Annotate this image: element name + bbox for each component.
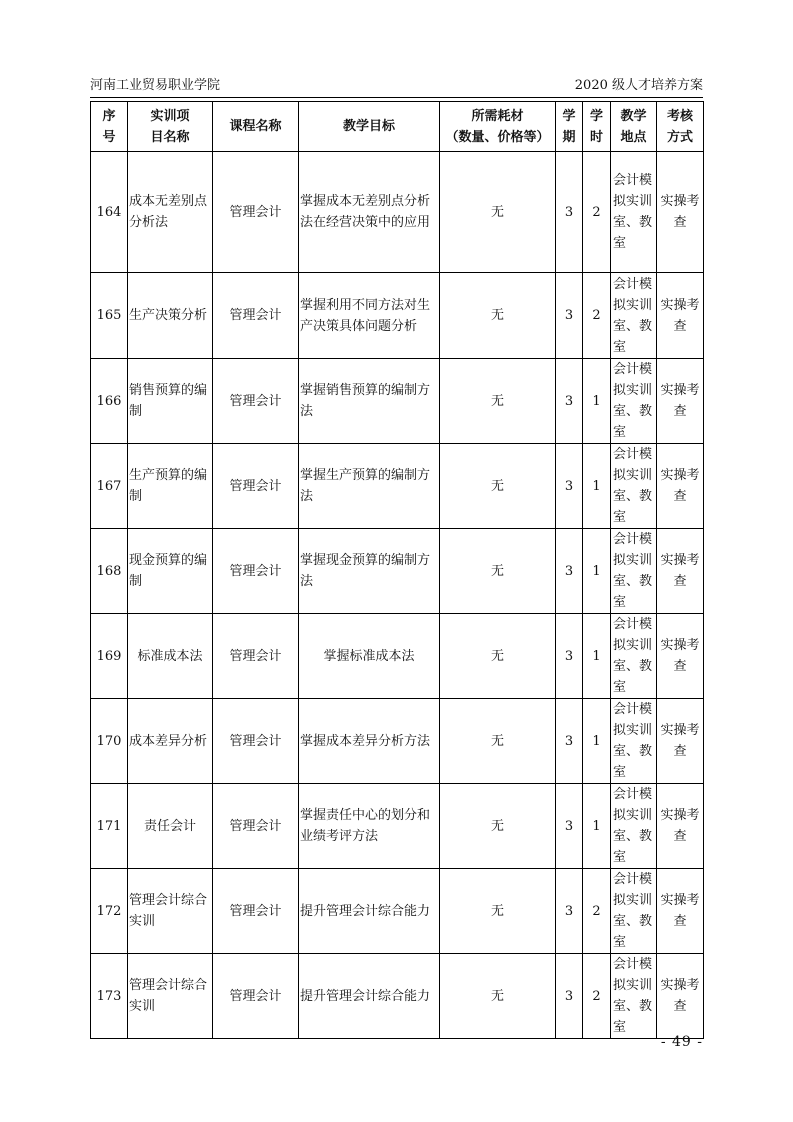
cell-location: 会计模拟实训室、教室 bbox=[611, 869, 657, 954]
cell-project: 销售预算的编制 bbox=[128, 359, 213, 444]
cell-course: 管理会计 bbox=[213, 954, 299, 1039]
cell-number: 166 bbox=[91, 359, 128, 444]
cell-number: 168 bbox=[91, 529, 128, 614]
cell-course: 管理会计 bbox=[213, 444, 299, 529]
cell-materials: 无 bbox=[440, 614, 556, 699]
cell-hours: 1 bbox=[583, 529, 611, 614]
cell-number: 173 bbox=[91, 954, 128, 1039]
cell-location: 会计模拟实训室、教室 bbox=[611, 614, 657, 699]
cell-project: 成本无差别点分析法 bbox=[128, 152, 213, 273]
table-row bbox=[91, 954, 704, 1039]
cell-exam: 实操考查 bbox=[657, 444, 704, 529]
table-row bbox=[91, 359, 704, 444]
cell-project: 管理会计综合实训 bbox=[128, 869, 213, 954]
cell-goal: 掌握标准成本法 bbox=[299, 614, 440, 699]
cell-hours: 1 bbox=[583, 359, 611, 444]
cell-location: 会计模拟实训室、教室 bbox=[611, 152, 657, 273]
col-header-number: 序 号 bbox=[91, 102, 128, 152]
table-row bbox=[91, 444, 704, 529]
cell-number: 167 bbox=[91, 444, 128, 529]
cell-course: 管理会计 bbox=[213, 699, 299, 784]
cell-number: 164 bbox=[91, 152, 128, 273]
col-header-hours: 学 时 bbox=[583, 102, 611, 152]
cell-number: 170 bbox=[91, 699, 128, 784]
header-institution: 河南工业贸易职业学院 bbox=[90, 78, 221, 93]
cell-exam: 实操考查 bbox=[657, 152, 704, 273]
cell-project: 成本差异分析 bbox=[128, 699, 213, 784]
cell-project: 责任会计 bbox=[128, 784, 213, 869]
cell-project: 现金预算的编制 bbox=[128, 529, 213, 614]
cell-number: 165 bbox=[91, 273, 128, 359]
cell-materials: 无 bbox=[440, 784, 556, 869]
cell-number: 169 bbox=[91, 614, 128, 699]
cell-location: 会计模拟实训室、教室 bbox=[611, 359, 657, 444]
cell-goal: 掌握责任中心的划分和业绩考评方法 bbox=[299, 784, 440, 869]
cell-exam: 实操考查 bbox=[657, 784, 704, 869]
col-header-exam: 考核 方式 bbox=[657, 102, 704, 152]
cell-materials: 无 bbox=[440, 529, 556, 614]
cell-location: 会计模拟实训室、教室 bbox=[611, 699, 657, 784]
cell-course: 管理会计 bbox=[213, 869, 299, 954]
page-header bbox=[90, 76, 703, 96]
table-row bbox=[91, 529, 704, 614]
cell-project: 生产决策分析 bbox=[128, 273, 213, 359]
page-number: - 49 - bbox=[660, 1034, 703, 1050]
cell-goal: 掌握利用不同方法对生产决策具体问题分析 bbox=[299, 273, 440, 359]
col-header-materials: 所需耗材 （数量、价格等） bbox=[440, 102, 556, 152]
cell-course: 管理会计 bbox=[213, 784, 299, 869]
cell-goal: 掌握销售预算的编制方法 bbox=[299, 359, 440, 444]
cell-hours: 2 bbox=[583, 869, 611, 954]
col-header-goal: 教学目标 bbox=[299, 102, 440, 152]
cell-location: 会计模拟实训室、教室 bbox=[611, 273, 657, 359]
table-row bbox=[91, 784, 704, 869]
table-row bbox=[91, 614, 704, 699]
cell-project: 标准成本法 bbox=[128, 614, 213, 699]
cell-materials: 无 bbox=[440, 869, 556, 954]
cell-goal: 掌握现金预算的编制方法 bbox=[299, 529, 440, 614]
cell-goal: 提升管理会计综合能力 bbox=[299, 954, 440, 1039]
cell-number: 172 bbox=[91, 869, 128, 954]
col-header-course: 课程名称 bbox=[213, 102, 299, 152]
cell-course: 管理会计 bbox=[213, 359, 299, 444]
cell-course: 管理会计 bbox=[213, 273, 299, 359]
cell-location: 会计模拟实训室、教室 bbox=[611, 444, 657, 529]
cell-goal: 掌握生产预算的编制方法 bbox=[299, 444, 440, 529]
cell-goal: 掌握成本无差别点分析法在经营决策中的应用 bbox=[299, 152, 440, 273]
cell-exam: 实操考查 bbox=[657, 614, 704, 699]
cell-exam: 实操考查 bbox=[657, 359, 704, 444]
col-header-project: 实训项 目名称 bbox=[128, 102, 213, 152]
cell-hours: 1 bbox=[583, 444, 611, 529]
cell-semester: 3 bbox=[556, 699, 583, 784]
header-rule bbox=[90, 97, 703, 98]
cell-course: 管理会计 bbox=[213, 529, 299, 614]
table-row bbox=[91, 699, 704, 784]
cell-materials: 无 bbox=[440, 152, 556, 273]
cell-number: 171 bbox=[91, 784, 128, 869]
table-row bbox=[91, 273, 704, 359]
cell-exam: 实操考查 bbox=[657, 954, 704, 1039]
cell-exam: 实操考查 bbox=[657, 273, 704, 359]
cell-semester: 3 bbox=[556, 784, 583, 869]
cell-goal: 提升管理会计综合能力 bbox=[299, 869, 440, 954]
cell-goal: 掌握成本差异分析方法 bbox=[299, 699, 440, 784]
cell-location: 会计模拟实训室、教室 bbox=[611, 954, 657, 1039]
table-header-row bbox=[91, 102, 704, 152]
cell-semester: 3 bbox=[556, 529, 583, 614]
cell-materials: 无 bbox=[440, 954, 556, 1039]
cell-semester: 3 bbox=[556, 869, 583, 954]
cell-hours: 2 bbox=[583, 152, 611, 273]
cell-semester: 3 bbox=[556, 444, 583, 529]
cell-project: 生产预算的编制 bbox=[128, 444, 213, 529]
cell-semester: 3 bbox=[556, 954, 583, 1039]
cell-exam: 实操考查 bbox=[657, 869, 704, 954]
cell-exam: 实操考查 bbox=[657, 529, 704, 614]
cell-hours: 2 bbox=[583, 954, 611, 1039]
table-row bbox=[91, 869, 704, 954]
col-header-semester: 学 期 bbox=[556, 102, 583, 152]
cell-semester: 3 bbox=[556, 152, 583, 273]
cell-hours: 1 bbox=[583, 614, 611, 699]
cell-exam: 实操考查 bbox=[657, 699, 704, 784]
training-projects-table bbox=[90, 101, 704, 1039]
header-document-title: 2020 级人才培养方案 bbox=[574, 78, 703, 93]
cell-semester: 3 bbox=[556, 359, 583, 444]
table-row bbox=[91, 152, 704, 273]
cell-location: 会计模拟实训室、教室 bbox=[611, 529, 657, 614]
cell-materials: 无 bbox=[440, 444, 556, 529]
cell-hours: 1 bbox=[583, 784, 611, 869]
cell-hours: 2 bbox=[583, 273, 611, 359]
cell-course: 管理会计 bbox=[213, 614, 299, 699]
cell-location: 会计模拟实训室、教室 bbox=[611, 784, 657, 869]
cell-materials: 无 bbox=[440, 273, 556, 359]
col-header-location: 教学 地点 bbox=[611, 102, 657, 152]
cell-materials: 无 bbox=[440, 359, 556, 444]
cell-semester: 3 bbox=[556, 614, 583, 699]
cell-semester: 3 bbox=[556, 273, 583, 359]
cell-project: 管理会计综合实训 bbox=[128, 954, 213, 1039]
cell-course: 管理会计 bbox=[213, 152, 299, 273]
cell-materials: 无 bbox=[440, 699, 556, 784]
cell-hours: 1 bbox=[583, 699, 611, 784]
